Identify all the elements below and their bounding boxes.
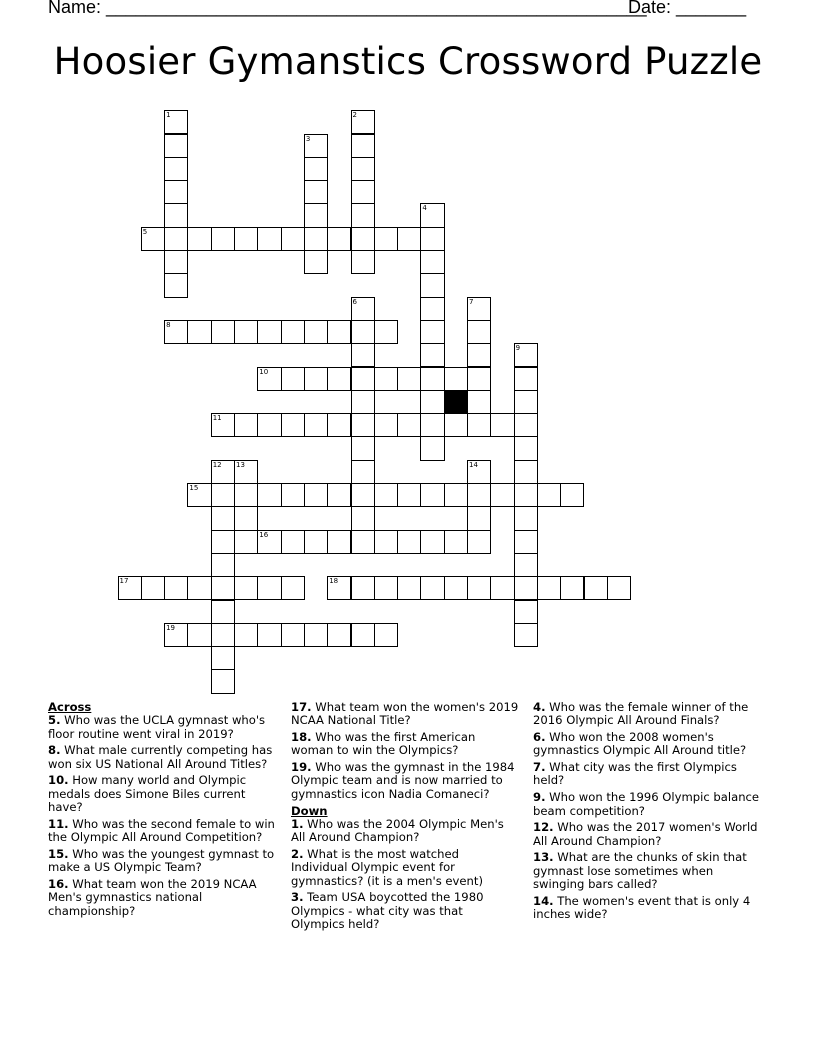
crossword-cell[interactable] <box>444 530 468 554</box>
crossword-cell[interactable] <box>304 227 328 251</box>
crossword-cell[interactable] <box>514 576 538 600</box>
black-cell <box>444 390 468 414</box>
crossword-cell[interactable] <box>327 530 351 554</box>
clue-number-label: 4 <box>422 204 427 213</box>
across-clue <box>291 701 519 728</box>
crossword-cell[interactable] <box>211 600 235 624</box>
crossword-cell[interactable] <box>514 390 538 414</box>
clue-text: Who was the female winner of the 2016 Olympic All Around Finals? <box>533 700 749 728</box>
crossword-cell[interactable] <box>397 413 421 437</box>
crossword-cell[interactable] <box>164 227 188 251</box>
crossword-cell[interactable] <box>351 367 375 391</box>
clue-text: Who was the first American woman to win the Olympics? <box>291 730 476 758</box>
clue-number: 4. <box>533 700 546 714</box>
crossword-cell[interactable] <box>374 367 398 391</box>
page-title: Hoosier Gymanstics Crossword Puzzle <box>53 40 763 83</box>
down-clue <box>533 761 765 788</box>
down-clue <box>533 821 765 848</box>
crossword-cell[interactable] <box>164 320 188 344</box>
crossword-cell[interactable] <box>211 227 235 251</box>
crossword-cell[interactable] <box>304 180 328 204</box>
crossword-cell[interactable] <box>211 553 235 577</box>
clue-number: 2. <box>291 846 304 861</box>
crossword-cell[interactable] <box>374 413 398 437</box>
clue-number-label: 6 <box>352 297 357 306</box>
crossword-cell[interactable] <box>467 576 491 600</box>
crossword-cell[interactable] <box>514 343 538 367</box>
crossword-cell[interactable] <box>397 367 421 391</box>
crossword-cell[interactable] <box>374 320 398 344</box>
clue-number: 19. <box>291 760 312 775</box>
crossword-cell[interactable] <box>490 483 514 507</box>
crossword-cell[interactable] <box>467 530 491 554</box>
crossword-cell[interactable] <box>420 436 444 460</box>
clue-text: What team won the 2019 NCAA Men's gymnastics national championship? <box>48 877 257 918</box>
crossword-cell[interactable] <box>234 506 258 530</box>
crossword-cell[interactable] <box>351 506 375 530</box>
clue-text: What city was the first Olympics held? <box>533 760 737 788</box>
crossword-cell[interactable] <box>327 483 351 507</box>
crossword-cell[interactable] <box>281 367 305 391</box>
clue-number-label: 18 <box>329 577 339 586</box>
crossword-cell[interactable] <box>397 576 421 600</box>
clue-text: Who was the UCLA gymnast who's floor routine went viral in 2019? <box>48 713 266 741</box>
crossword-cell[interactable] <box>351 343 375 367</box>
across-clue <box>291 761 519 801</box>
crossword-cell[interactable] <box>351 530 375 554</box>
crossword-cell[interactable] <box>234 623 258 647</box>
crossword-cell[interactable] <box>351 203 375 227</box>
crossword-cell[interactable] <box>351 250 375 274</box>
crossword-cell[interactable] <box>444 483 468 507</box>
down-clue <box>291 818 519 845</box>
crossword-cell[interactable] <box>420 576 444 600</box>
clue-number: 11. <box>48 816 69 831</box>
crossword-cell[interactable] <box>584 576 608 600</box>
crossword-cell[interactable] <box>118 576 142 600</box>
crossword-cell[interactable] <box>397 227 421 251</box>
crossword-cell[interactable] <box>351 483 375 507</box>
across-clue <box>48 848 276 875</box>
crossword-cell[interactable] <box>211 413 235 437</box>
crossword-cell[interactable] <box>281 576 305 600</box>
crossword-cell[interactable] <box>211 530 235 554</box>
clue-number-label: 15 <box>189 484 199 492</box>
clue-number-label: 14 <box>469 460 478 469</box>
clue-number-label: 1 <box>166 111 171 120</box>
down-clue <box>291 848 519 888</box>
crossword-cell[interactable] <box>304 157 328 181</box>
clue-number: 6. <box>533 730 546 745</box>
crossword-cell[interactable] <box>304 320 328 344</box>
crossword-cell[interactable] <box>420 320 444 344</box>
crossword-cell[interactable] <box>607 576 631 600</box>
crossword-cell[interactable] <box>257 623 281 647</box>
crossword-cell[interactable] <box>187 576 211 600</box>
crossword-cell[interactable] <box>234 413 258 437</box>
across-clue <box>48 818 276 845</box>
clue-text: Who won the 2008 women's gymnastics Olympic All Around title? <box>533 730 747 758</box>
clue-text: How many world and Olympic medals does Simone Biles current have? <box>48 773 247 815</box>
crossword-cell[interactable] <box>514 436 538 460</box>
crossword-cell[interactable] <box>211 669 235 693</box>
crossword-cell[interactable] <box>444 413 468 437</box>
crossword-cell[interactable] <box>420 203 444 227</box>
crossword-cell[interactable] <box>327 320 351 344</box>
crossword-cell[interactable] <box>351 180 375 204</box>
crossword-cell[interactable] <box>164 157 188 181</box>
down-clue <box>291 891 519 931</box>
crossword-cell[interactable] <box>234 576 258 600</box>
crossword-cell[interactable] <box>304 413 328 437</box>
crossword-cell[interactable] <box>234 320 258 344</box>
crossword-cell[interactable] <box>304 367 328 391</box>
crossword-cell[interactable] <box>327 413 351 437</box>
crossword-cell[interactable] <box>420 273 444 297</box>
crossword-cell[interactable] <box>420 250 444 274</box>
crossword-cell[interactable] <box>164 250 188 274</box>
crossword-cell[interactable] <box>467 343 491 367</box>
crossword-cell[interactable] <box>304 134 328 158</box>
clues-column-3 <box>533 701 765 925</box>
crossword-cell[interactable] <box>234 460 258 484</box>
clue-number: 8. <box>48 743 61 758</box>
clue-text: Who was the 2004 Olympic Men's All Around Champion? <box>291 816 504 845</box>
crossword-cell[interactable] <box>281 227 305 251</box>
crossword-cell[interactable] <box>514 506 538 530</box>
crossword-cell[interactable] <box>257 530 281 554</box>
crossword-cell[interactable] <box>444 367 468 391</box>
crossword-cell[interactable] <box>211 460 235 484</box>
clue-number-label: 8 <box>166 320 171 329</box>
crossword-cell[interactable] <box>467 367 491 391</box>
clue-number-label: 13 <box>236 460 245 469</box>
crossword-cell[interactable] <box>187 227 211 251</box>
crossword-cell[interactable] <box>514 413 538 437</box>
clue-text: Who won the 1996 Olympic balance beam competition? <box>533 790 760 818</box>
crossword-cell[interactable] <box>397 483 421 507</box>
crossword-cell[interactable] <box>514 623 538 647</box>
clue-number-label: 17 <box>119 577 129 586</box>
crossword-cell[interactable] <box>257 483 281 507</box>
clue-number: 14. <box>533 893 554 908</box>
crossword-cell[interactable] <box>560 576 584 600</box>
clue-number-label: 12 <box>212 460 222 469</box>
crossword-cell[interactable] <box>537 576 561 600</box>
clue-number: 16. <box>48 877 69 892</box>
clue-number-label: 9 <box>515 344 521 353</box>
crossword-cell[interactable] <box>467 506 491 530</box>
crossword-cell[interactable] <box>234 227 258 251</box>
crossword-cell[interactable] <box>467 413 491 437</box>
crossword-cell[interactable] <box>327 576 351 600</box>
clue-number: 18. <box>291 730 312 745</box>
clue-number-label: 11 <box>212 414 222 423</box>
crossword-cell[interactable] <box>374 483 398 507</box>
crossword-cell[interactable] <box>467 390 491 414</box>
crossword-cell[interactable] <box>164 180 188 204</box>
crossword-cell[interactable] <box>164 273 188 297</box>
crossword-cell[interactable] <box>211 576 235 600</box>
crossword-cell[interactable] <box>467 483 491 507</box>
crossword-cell[interactable] <box>467 320 491 344</box>
down-clue <box>533 895 765 922</box>
crossword-cell[interactable] <box>327 367 351 391</box>
clue-number: 13. <box>533 850 554 865</box>
crossword-cell[interactable] <box>304 530 328 554</box>
crossword-cell[interactable] <box>444 576 468 600</box>
clue-number-label: 16 <box>259 530 269 539</box>
clue-number: 12. <box>533 820 554 835</box>
crossword-cell[interactable] <box>351 157 375 181</box>
crossword-cell[interactable] <box>257 367 281 391</box>
clue-number: 15. <box>48 846 69 861</box>
crossword-cell[interactable] <box>164 110 188 134</box>
clue-number: 17. <box>291 700 312 714</box>
clue-text: Team USA boycotted the 1980 Olympics - what city was that Olympics held? <box>291 890 484 931</box>
crossword-cell[interactable] <box>164 134 188 158</box>
crossword-cell[interactable] <box>211 623 235 647</box>
crossword-cell[interactable] <box>374 227 398 251</box>
crossword-cell[interactable] <box>351 227 375 251</box>
across-clue <box>48 714 276 741</box>
clue-number-label: 5 <box>142 227 148 236</box>
crossword-cell[interactable] <box>537 483 561 507</box>
crossword-cell[interactable] <box>187 483 211 507</box>
clue-text: Who was the youngest gymnast to make a US Olympic Team? <box>48 846 275 875</box>
crossword-cell[interactable] <box>514 553 538 577</box>
crossword-cell[interactable] <box>304 203 328 227</box>
crossword-cell[interactable] <box>374 530 398 554</box>
crossword-cell[interactable] <box>351 134 375 158</box>
crossword-cell[interactable] <box>490 413 514 437</box>
crossword-cell[interactable] <box>281 320 305 344</box>
crossword-cell[interactable] <box>257 320 281 344</box>
crossword-cell[interactable] <box>514 460 538 484</box>
clue-text: What male currently competing has won six US National All Around Titles? <box>48 743 273 771</box>
crossword-cell[interactable] <box>351 460 375 484</box>
crossword-cell[interactable] <box>374 623 398 647</box>
clue-number: 7. <box>533 760 546 775</box>
down-heading: Down <box>291 803 328 818</box>
clue-number-label: 19 <box>166 623 176 632</box>
clue-text: What is the most watched Individual Olympic event for gymnastics? (it is a men's event) <box>291 846 483 888</box>
crossword-cell[interactable] <box>327 623 351 647</box>
down-clue <box>533 731 765 758</box>
crossword-cell[interactable] <box>514 367 538 391</box>
crossword-cell[interactable] <box>141 227 165 251</box>
crossword-cell[interactable] <box>257 576 281 600</box>
crossword-cell[interactable] <box>234 530 258 554</box>
across-clue <box>291 731 519 758</box>
crossword-cell[interactable] <box>211 506 235 530</box>
clue-text: Who was the second female to win the Olympic All Around Competition? <box>48 816 275 845</box>
crossword-cell[interactable] <box>351 297 375 321</box>
down-clue <box>533 701 765 728</box>
clue-text: Who was the gymnast in the 1984 Olympic team and is now married to gymnastics icon Nadia Comaneci? <box>291 760 515 801</box>
across-clue <box>48 744 276 771</box>
clue-text: Who was the 2017 women's World All Around Champion? <box>533 820 758 848</box>
crossword-cell[interactable] <box>211 483 235 507</box>
clue-number: 1. <box>291 816 304 831</box>
crossword-cell[interactable] <box>281 530 305 554</box>
crossword-cell[interactable] <box>164 576 188 600</box>
crossword-cell[interactable] <box>374 576 398 600</box>
crossword-cell[interactable] <box>420 297 444 321</box>
crossword-cell[interactable] <box>420 413 444 437</box>
crossword-cell[interactable] <box>351 390 375 414</box>
crossword-cell[interactable] <box>397 530 421 554</box>
crossword-cell[interactable] <box>187 320 211 344</box>
name-field-label[interactable]: Name: ______________________________________________________ <box>48 0 647 17</box>
crossword-cell[interactable] <box>420 390 444 414</box>
across-clue <box>48 774 276 814</box>
crossword-cell[interactable] <box>351 436 375 460</box>
clue-number: 10. <box>48 773 69 788</box>
crossword-cell[interactable] <box>351 110 375 134</box>
crossword-cell[interactable] <box>351 413 375 437</box>
crossword-cell[interactable] <box>257 413 281 437</box>
crossword-cell[interactable] <box>141 576 165 600</box>
crossword-cell[interactable] <box>490 576 514 600</box>
clues-column-1 <box>48 701 276 921</box>
down-clue <box>533 851 765 891</box>
date-field-label[interactable]: Date: _______ <box>628 0 747 17</box>
crossword-cell[interactable] <box>281 623 305 647</box>
clue-number-label: 10 <box>259 367 269 376</box>
crossword-cell[interactable] <box>211 646 235 670</box>
crossword-cell[interactable] <box>420 367 444 391</box>
crossword-cell[interactable] <box>514 483 538 507</box>
crossword-cell[interactable] <box>327 227 351 251</box>
crossword-cell[interactable] <box>420 530 444 554</box>
clues-column-2 <box>291 701 519 935</box>
clue-number: 3. <box>291 890 304 905</box>
crossword-cell[interactable] <box>164 203 188 227</box>
crossword-cell[interactable] <box>514 600 538 624</box>
crossword-cell[interactable] <box>514 530 538 554</box>
crossword-cell[interactable] <box>304 483 328 507</box>
crossword-cell[interactable] <box>187 623 211 647</box>
crossword-cell[interactable] <box>351 320 375 344</box>
across-heading: Across <box>48 700 92 714</box>
crossword-cell[interactable] <box>281 413 305 437</box>
crossword-cell[interactable] <box>304 250 328 274</box>
crossword-cell[interactable] <box>420 227 444 251</box>
clue-number-label: 3 <box>305 134 311 143</box>
crossword-cell[interactable] <box>351 623 375 647</box>
crossword-cell[interactable] <box>304 623 328 647</box>
down-clue <box>533 791 765 818</box>
crossword-cell[interactable] <box>467 460 491 484</box>
crossword-cell[interactable] <box>281 483 305 507</box>
clue-number-label: 2 <box>352 111 357 120</box>
crossword-cell[interactable] <box>257 227 281 251</box>
clue-text: The women's event that is only 4 inches wide? <box>533 893 751 922</box>
crossword-cell[interactable] <box>211 320 235 344</box>
clue-number: 5. <box>48 713 61 728</box>
clue-number-label: 7 <box>469 297 474 306</box>
across-clue <box>48 878 276 918</box>
clue-text: What team won the women's 2019 NCAA National Title? <box>291 700 519 728</box>
clue-number: 9. <box>533 790 546 805</box>
crossword-cell[interactable] <box>420 483 444 507</box>
crossword-cell[interactable] <box>234 483 258 507</box>
clue-text: What are the chunks of skin that gymnast lose sometimes when swinging bars called? <box>533 850 747 892</box>
crossword-cell[interactable] <box>164 623 188 647</box>
crossword-cell[interactable] <box>467 297 491 321</box>
crossword-cell[interactable] <box>420 343 444 367</box>
crossword-cell[interactable] <box>351 576 375 600</box>
crossword-cell[interactable] <box>560 483 584 507</box>
